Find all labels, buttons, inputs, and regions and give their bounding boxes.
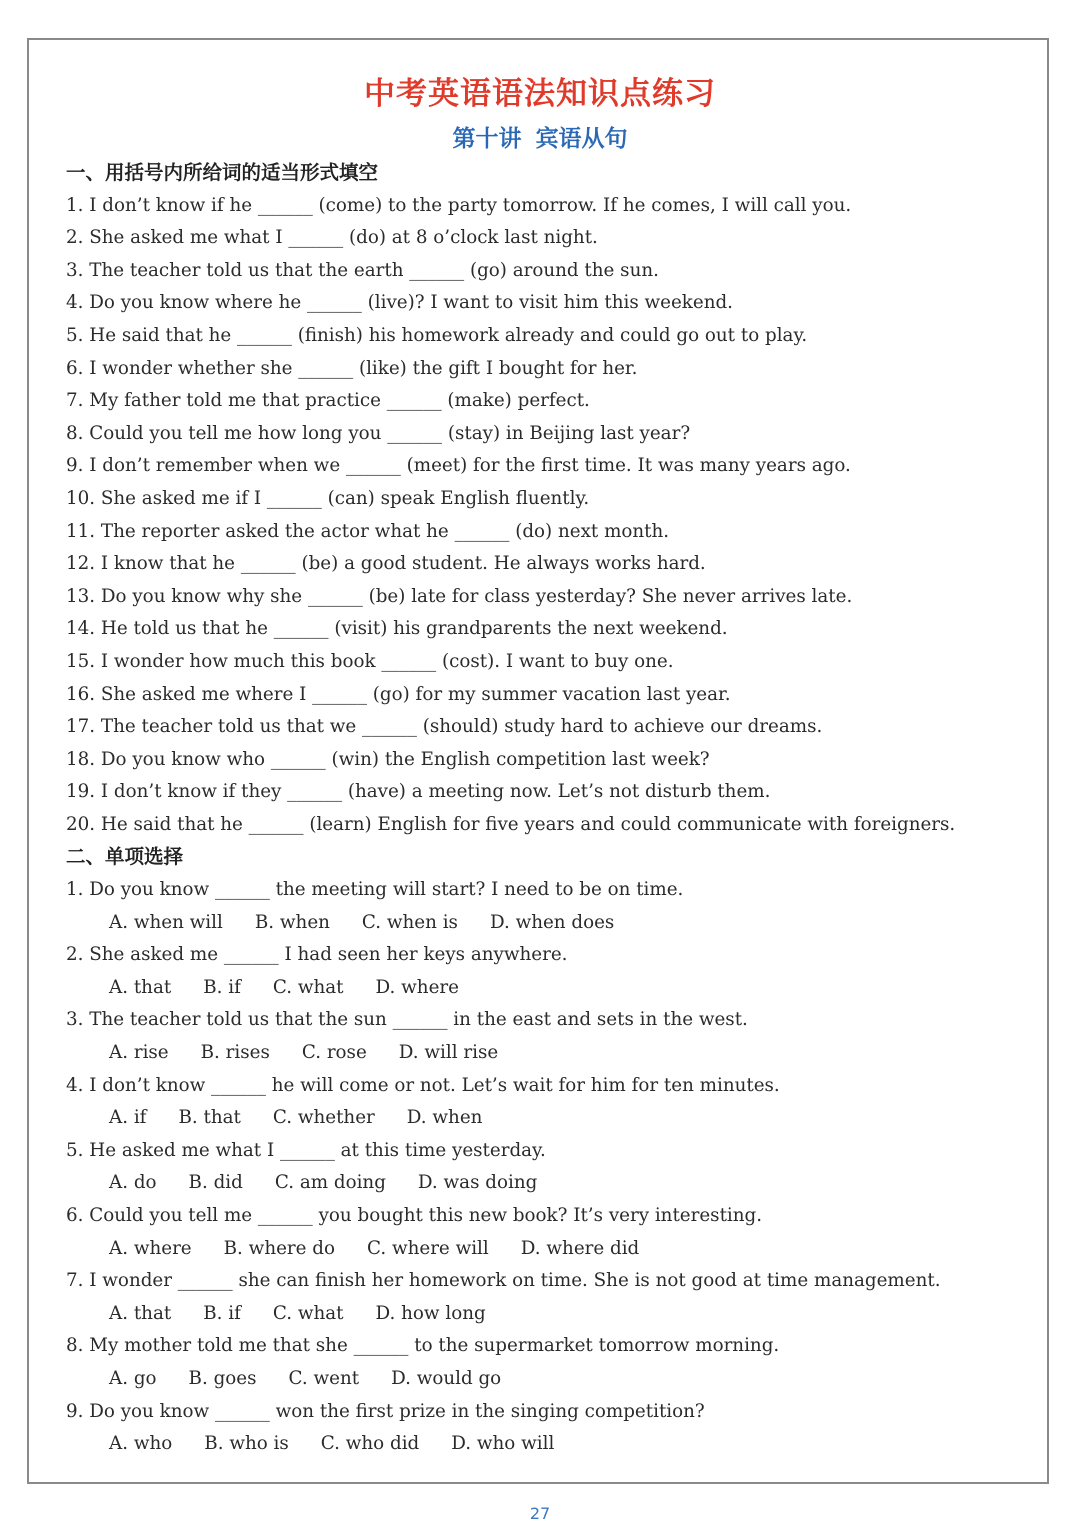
- choice-option: D. when: [406, 1107, 483, 1129]
- choice-option: C. what: [272, 1302, 344, 1324]
- choice-options-6: [66, 1233, 1026, 1266]
- choice-question-6: 6. Could you tell me ______ you bought this new book? It’s very interesting.: [66, 1205, 763, 1226]
- choice-question-7: 7. I wonder ______ she can finish her homework on time. She is not good at time management.: [66, 1270, 941, 1292]
- choice-option: A. who: [109, 1433, 173, 1455]
- choice-option: A. if: [109, 1107, 147, 1129]
- choice-option: C. who did: [320, 1433, 420, 1455]
- choice-option: A. do: [109, 1172, 157, 1194]
- choice-option: D. how long: [375, 1302, 486, 1324]
- fill-in-question-4: 4. Do you know where he ______ (live)? I want to visit him this weekend.: [66, 292, 733, 314]
- choice-option: D. was doing: [417, 1172, 538, 1194]
- fill-in-question-9: 9. I don’t remember when we ______ (meet) for the first time. It was many years ago.: [66, 455, 851, 477]
- choice-option: C. rose: [301, 1042, 367, 1064]
- choice-option: C. where will: [367, 1237, 489, 1259]
- choice-options-8: [66, 1363, 1026, 1396]
- fill-in-question-17: 17. The teacher told us that we ______ (should) study hard to achieve our dreams.: [66, 716, 823, 738]
- fill-in-question-8: 8. Could you tell me how long you ______ (stay) in Beijing last year?: [66, 422, 691, 444]
- fill-in-question-3: 3. The teacher told us that the earth ______ (go) around the sun.: [66, 259, 659, 281]
- choice-question-5: 5. He asked me what I ______ at this time yesterday.: [66, 1139, 546, 1161]
- choice-options-2: [66, 972, 1026, 1005]
- choice-question-9: 9. Do you know ______ won the first prize in the singing competition?: [66, 1400, 705, 1422]
- fill-in-question-12: 12. I know that he ______ (be) a good student. He always works hard.: [66, 553, 706, 575]
- fill-in-question-5: 5. He said that he ______ (finish) his homework already and could go out to play.: [66, 324, 808, 346]
- choice-option: D. where did: [520, 1237, 640, 1259]
- choice-options-1: [66, 907, 1026, 940]
- choice-option: D. will rise: [398, 1042, 499, 1064]
- multiple-choice-list: [66, 874, 1026, 1461]
- choice-option: B. rises: [200, 1042, 270, 1064]
- choice-option: A. go: [109, 1367, 157, 1389]
- lecture-topic: 宾语从句: [535, 126, 628, 152]
- choice-question-3: 3. The teacher told us that the sun ______ in the east and sets in the west.: [66, 1009, 748, 1031]
- choice-question-1: 1. Do you know ______ the meeting will start? I need to be on time.: [66, 879, 684, 901]
- choice-options-5: [66, 1167, 1026, 1200]
- fill-in-question-6: 6. I wonder whether she ______ (like) the gift I bought for her.: [66, 357, 638, 379]
- fill-in-question-11: 11. The reporter asked the actor what he ______ (do) next month.: [66, 520, 670, 542]
- choice-option: B. if: [203, 976, 241, 998]
- fill-in-question-1: 1. I don’t know if he ______ (come) to the party tomorrow. If he comes, I will call you.: [66, 194, 852, 216]
- choice-options-4: [66, 1102, 1026, 1135]
- choice-option: A. when will: [109, 911, 223, 933]
- choice-option: D. who will: [451, 1433, 555, 1455]
- choice-option: B. when: [254, 911, 330, 933]
- fill-in-question-18: 18. Do you know who ______ (win) the English competition last week?: [66, 748, 710, 770]
- choice-options-9: [66, 1428, 1026, 1461]
- choice-option: B. if: [203, 1302, 241, 1324]
- fill-in-blank-list: [66, 190, 1026, 842]
- choice-option: D. would go: [391, 1367, 502, 1389]
- lecture-number: 第十讲: [452, 126, 522, 152]
- choice-option: A. that: [109, 1302, 172, 1324]
- choice-option: C. whether: [272, 1107, 375, 1129]
- choice-option: D. when does: [489, 911, 615, 933]
- fill-in-question-2: 2. She asked me what I ______ (do) at 8 o’clock last night.: [66, 227, 598, 249]
- choice-option: B. who is: [204, 1433, 289, 1455]
- choice-option: B. did: [188, 1172, 243, 1194]
- section-1-heading: 一、用括号内所给词的适当形式填空: [66, 161, 379, 184]
- fill-in-question-7: 7. My father told me that practice ______ (make) perfect.: [66, 390, 590, 412]
- page-title: 中考英语语法知识点练习: [364, 76, 716, 112]
- choice-option: C. went: [288, 1367, 360, 1389]
- choice-question-4: 4. I don’t know ______ he will come or not. Let’s wait for him for ten minutes.: [66, 1074, 780, 1096]
- choice-options-3: [66, 1037, 1026, 1070]
- fill-in-question-14: 14. He told us that he ______ (visit) his grandparents the next weekend.: [66, 618, 728, 640]
- choice-option: A. where: [109, 1237, 192, 1259]
- fill-in-question-13: 13. Do you know why she ______ (be) late for class yesterday? She never arrives late.: [66, 585, 853, 607]
- fill-in-question-16: 16. She asked me where I ______ (go) for my summer vacation last year.: [66, 683, 731, 705]
- choice-option: C. what: [272, 976, 344, 998]
- choice-options-7: [66, 1298, 1026, 1331]
- choice-option: C. when is: [361, 911, 458, 933]
- worksheet-content: [66, 157, 1026, 1461]
- choice-option: B. that: [178, 1107, 241, 1129]
- fill-in-question-15: 15. I wonder how much this book ______ (cost). I want to buy one.: [66, 650, 674, 672]
- choice-option: A. rise: [109, 1042, 169, 1064]
- choice-option: A. that: [109, 976, 172, 998]
- choice-option: D. where: [375, 976, 459, 998]
- page-subtitle: [0, 122, 1080, 156]
- page-number: 27: [529, 1504, 551, 1523]
- fill-in-question-10: 10. She asked me if I ______ (can) speak English fluently.: [66, 487, 590, 509]
- fill-in-question-19: 19. I don’t know if they ______ (have) a meeting now. Let’s not disturb them.: [66, 781, 771, 803]
- fill-in-question-20: 20. He said that he ______ (learn) English for five years and could communicate with foreigners.: [66, 813, 956, 835]
- section-2-heading: 二、单项选择: [66, 845, 184, 869]
- choice-option: B. where do: [223, 1237, 335, 1259]
- choice-option: C. am doing: [274, 1172, 386, 1194]
- choice-option: B. goes: [188, 1367, 257, 1389]
- choice-question-2: 2. She asked me ______ I had seen her keys anywhere.: [66, 944, 568, 966]
- choice-question-8: 8. My mother told me that she ______ to the supermarket tomorrow morning.: [66, 1335, 780, 1357]
